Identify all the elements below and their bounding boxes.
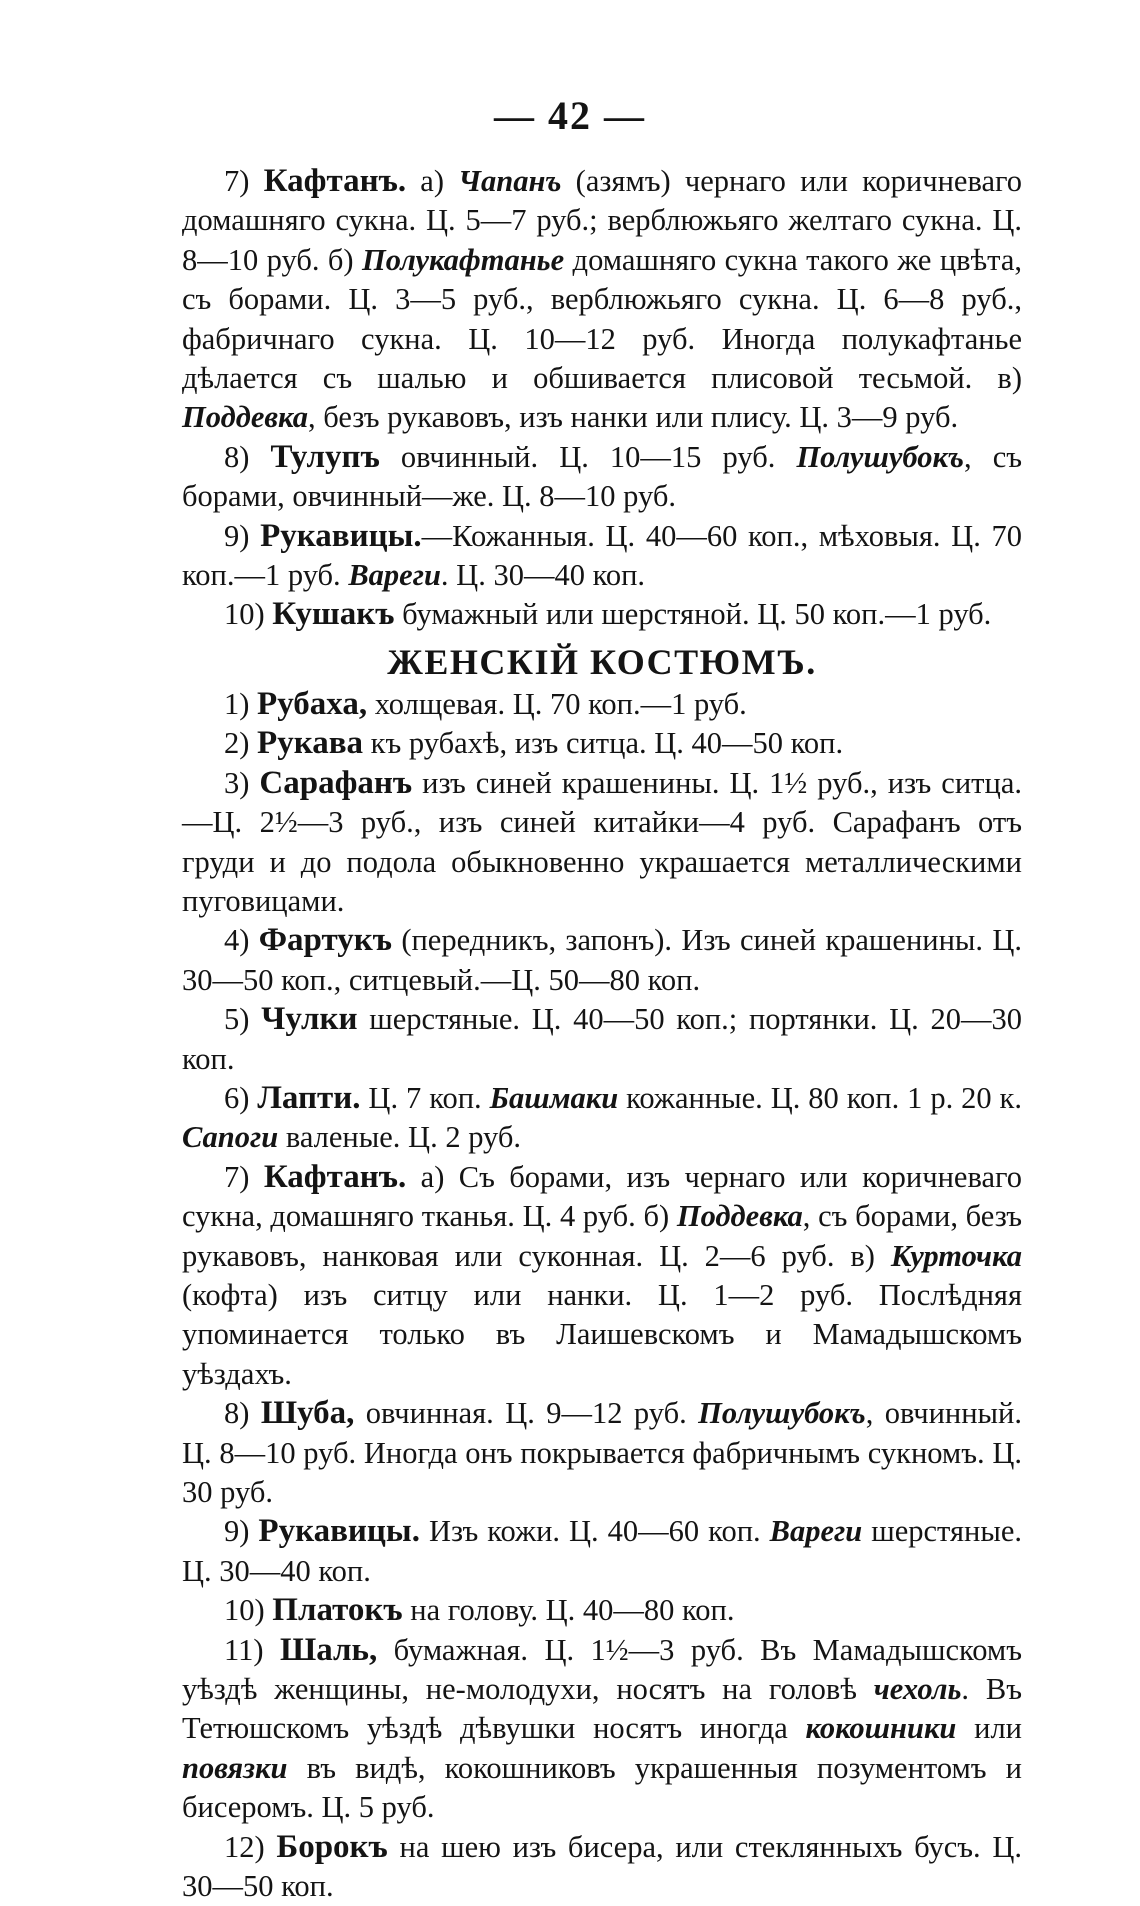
entry-number: 2) (224, 726, 258, 761)
entry-text: а) (406, 164, 459, 198)
entry-text: , безъ рукавовъ, изъ нанки или плису. Ц. 3—9 руб. (307, 400, 959, 435)
entry-name: Кафтанъ. (263, 163, 407, 199)
entry-paragraph (182, 764, 1022, 922)
entry-name: Чулки (261, 1001, 358, 1038)
entry-number: 10) (224, 1593, 273, 1628)
italic-term: повязки (182, 1750, 288, 1785)
entry-paragraph (182, 162, 1022, 438)
entry-text: , съ борами, безъ рукавовъ, нанковая или суконная. Ц. 2—6 руб. в) (182, 1199, 1022, 1273)
entry-text: шерстяные. Ц. 40—50 коп.; портянки. Ц. 20—30 коп. (182, 1002, 1022, 1076)
italic-term: Полушубокъ (796, 439, 964, 474)
entry-paragraph (182, 438, 1022, 517)
italic-term: Поддевка (182, 400, 308, 435)
entry-text: . Ц. 30—40 коп. (440, 558, 646, 593)
entry-text: шерстяные. Ц. 30—40 коп. (182, 1514, 1022, 1588)
entry-text: бумажная. Ц. 1½—3 руб. Въ Мамадышскомъ уѣздѣ женщины, не-молодухи, носятъ на головѣ (182, 1632, 1022, 1707)
entry-paragraph (182, 921, 1022, 1000)
entry-text: . Въ Тетюшскомъ уѣздѣ дѣвушки носятъ иногда (182, 1672, 1022, 1746)
entry-name: Рубаха, (257, 685, 368, 722)
entry-text: въ видѣ, кокошниковъ украшенныя позументомъ и бисеромъ. Ц. 5 руб. (182, 1750, 1022, 1825)
entry-name: Платокъ (272, 1592, 403, 1629)
entry-paragraph (182, 1158, 1022, 1394)
entry-name: Шуба, (260, 1395, 355, 1432)
entry-number: 12) (224, 1829, 277, 1864)
entry-paragraph (182, 724, 1022, 763)
entry-number: 5) (224, 1002, 262, 1037)
entry-text: овчинный. Ц. 10—15 руб. (379, 439, 797, 474)
entry-number: 7) (224, 1159, 264, 1194)
entry-paragraph (182, 1394, 1022, 1512)
entry-number: 8) (224, 1396, 261, 1431)
entry-text: , овчинный. Ц. 8—10 руб. Иногда онъ покрывается фабричнымъ сукномъ. Ц. 30 руб. (182, 1396, 1022, 1509)
entry-paragraph (182, 1828, 1022, 1906)
entry-paragraph (182, 1591, 1022, 1630)
entry-paragraph (182, 517, 1022, 596)
page-number: — 42 — (494, 93, 646, 138)
entry-text: изъ синей крашенины. Ц. 1½ руб., изъ ситца.—Ц. 2½—3 руб., изъ синей китайки—4 руб. Сарафанъ отъ груди и до подола обыкновенно украшается металлическими пуговицами. (182, 765, 1022, 918)
entry-name: Сарафанъ (259, 764, 413, 801)
entry-text: овчинная. Ц. 9—12 руб. (354, 1396, 699, 1431)
female-costume-heading: ЖЕНСКІЙ КОСТЮМЪ. (387, 641, 817, 682)
entry-name: Шаль, (279, 1631, 378, 1668)
entry-number: 6) (224, 1080, 258, 1115)
entry-paragraph (182, 1000, 1022, 1079)
italic-term: чехоль (873, 1672, 962, 1707)
entry-paragraph (182, 1631, 1022, 1828)
entry-name: Тулупъ (270, 438, 380, 475)
male-costume-list (182, 162, 1022, 635)
italic-term: Вареги (769, 1514, 863, 1549)
entry-paragraph (182, 1079, 1022, 1158)
entry-number: 8) (224, 439, 271, 474)
entry-text: , съ борами, овчинный—же. Ц. 8—10 руб. (182, 439, 1022, 514)
italic-term: кокошники (805, 1711, 957, 1746)
italic-term: Курточка (890, 1238, 1022, 1273)
entry-text: —Кожанныя. Ц. 40—60 коп., мѣховыя. Ц. 70 коп.—1 руб. (182, 518, 1022, 593)
entry-text: домашняго сукна такого же цвѣта, съ борами. Ц. 3—5 руб., верблюжьяго сукна. Ц. 6—8 руб., фабричнаго сукна. Ц. 10—12 руб. Иногда полукафтанье дѣлается съ шалью и обшивается плисовой тесьмой. в) (182, 242, 1022, 396)
entry-number: 11) (224, 1632, 280, 1667)
entry-paragraph (182, 1512, 1022, 1591)
entry-text: валеные. Ц. 2 руб. (278, 1120, 522, 1155)
entry-name: Рукавицы. (260, 517, 422, 554)
entry-number: 9) (224, 1514, 259, 1549)
entry-text: (азямъ) чернаго или коричневаго домашняго сукна. Ц. 5—7 руб.; верблюжьяго желтаго сукна. Ц. 8—10 руб. б) (182, 164, 1022, 277)
entry-text: къ рубахѣ, изъ ситца. Ц. 40—50 коп. (363, 726, 844, 761)
entry-text: Изъ кожи. Ц. 40—60 коп. (419, 1514, 770, 1549)
female-costume-list (182, 685, 1022, 1906)
italic-term: Полукафтанье (361, 242, 565, 277)
entry-text: (кофта) изъ ситцу или нанки. Ц. 1—2 руб. Послѣдняя упоминается только въ Лаишевскомъ и Мамадышскомъ уѣздахъ. (182, 1277, 1022, 1391)
italic-term: Чапанъ (458, 164, 562, 198)
entry-name: Лапти. (257, 1079, 361, 1116)
entry-number: 10) (224, 597, 273, 632)
entry-name: Кафтанъ. (263, 1158, 407, 1195)
entry-paragraph (182, 595, 1022, 634)
entry-number: 4) (224, 923, 259, 958)
entry-text: бумажный или шерстяной. Ц. 50 коп.—1 руб. (394, 597, 992, 632)
entry-text: (передникъ, запонъ). Изъ синей крашенины. Ц. 30—50 коп., ситцевый.—Ц. 50—80 коп. (182, 923, 1022, 997)
entry-text: холщевая. Ц. 70 коп.—1 руб. (367, 686, 747, 721)
entry-name: Рукавицы. (258, 1513, 420, 1550)
entry-name: Борокъ (276, 1828, 388, 1865)
entry-number: 3) (224, 765, 260, 800)
entry-name: Кушакъ (272, 596, 395, 633)
entry-name: Рукава (257, 725, 364, 762)
entry-number: 7) (224, 164, 264, 198)
entry-number: 1) (224, 686, 258, 721)
entry-number: 9) (224, 518, 261, 553)
entry-name: Фартукъ (258, 922, 393, 959)
entry-text: Ц. 7 коп. (360, 1080, 490, 1115)
entry-text: на голову. Ц. 40—80 коп. (402, 1593, 735, 1628)
italic-term: Башмаки (489, 1080, 619, 1115)
italic-term: Вареги (348, 558, 441, 593)
entry-text: или (956, 1711, 1022, 1746)
entry-text: а) Съ борами, изъ чернаго или коричневаго сукна, домашняго тканья. Ц. 4 руб. б) (182, 1159, 1022, 1234)
entry-paragraph (182, 685, 1022, 724)
italic-term: Полушубокъ (698, 1396, 866, 1431)
entry-text: кожанные. Ц. 80 коп. 1 р. 20 к. (618, 1080, 1022, 1115)
text-column (182, 162, 1022, 1906)
italic-term: Поддевка (676, 1199, 803, 1234)
entry-text: на шею изъ бисера, или стеклянныхъ бусъ. Ц. 30—50 коп. (182, 1829, 1022, 1904)
italic-term: Сапоги (182, 1120, 279, 1155)
